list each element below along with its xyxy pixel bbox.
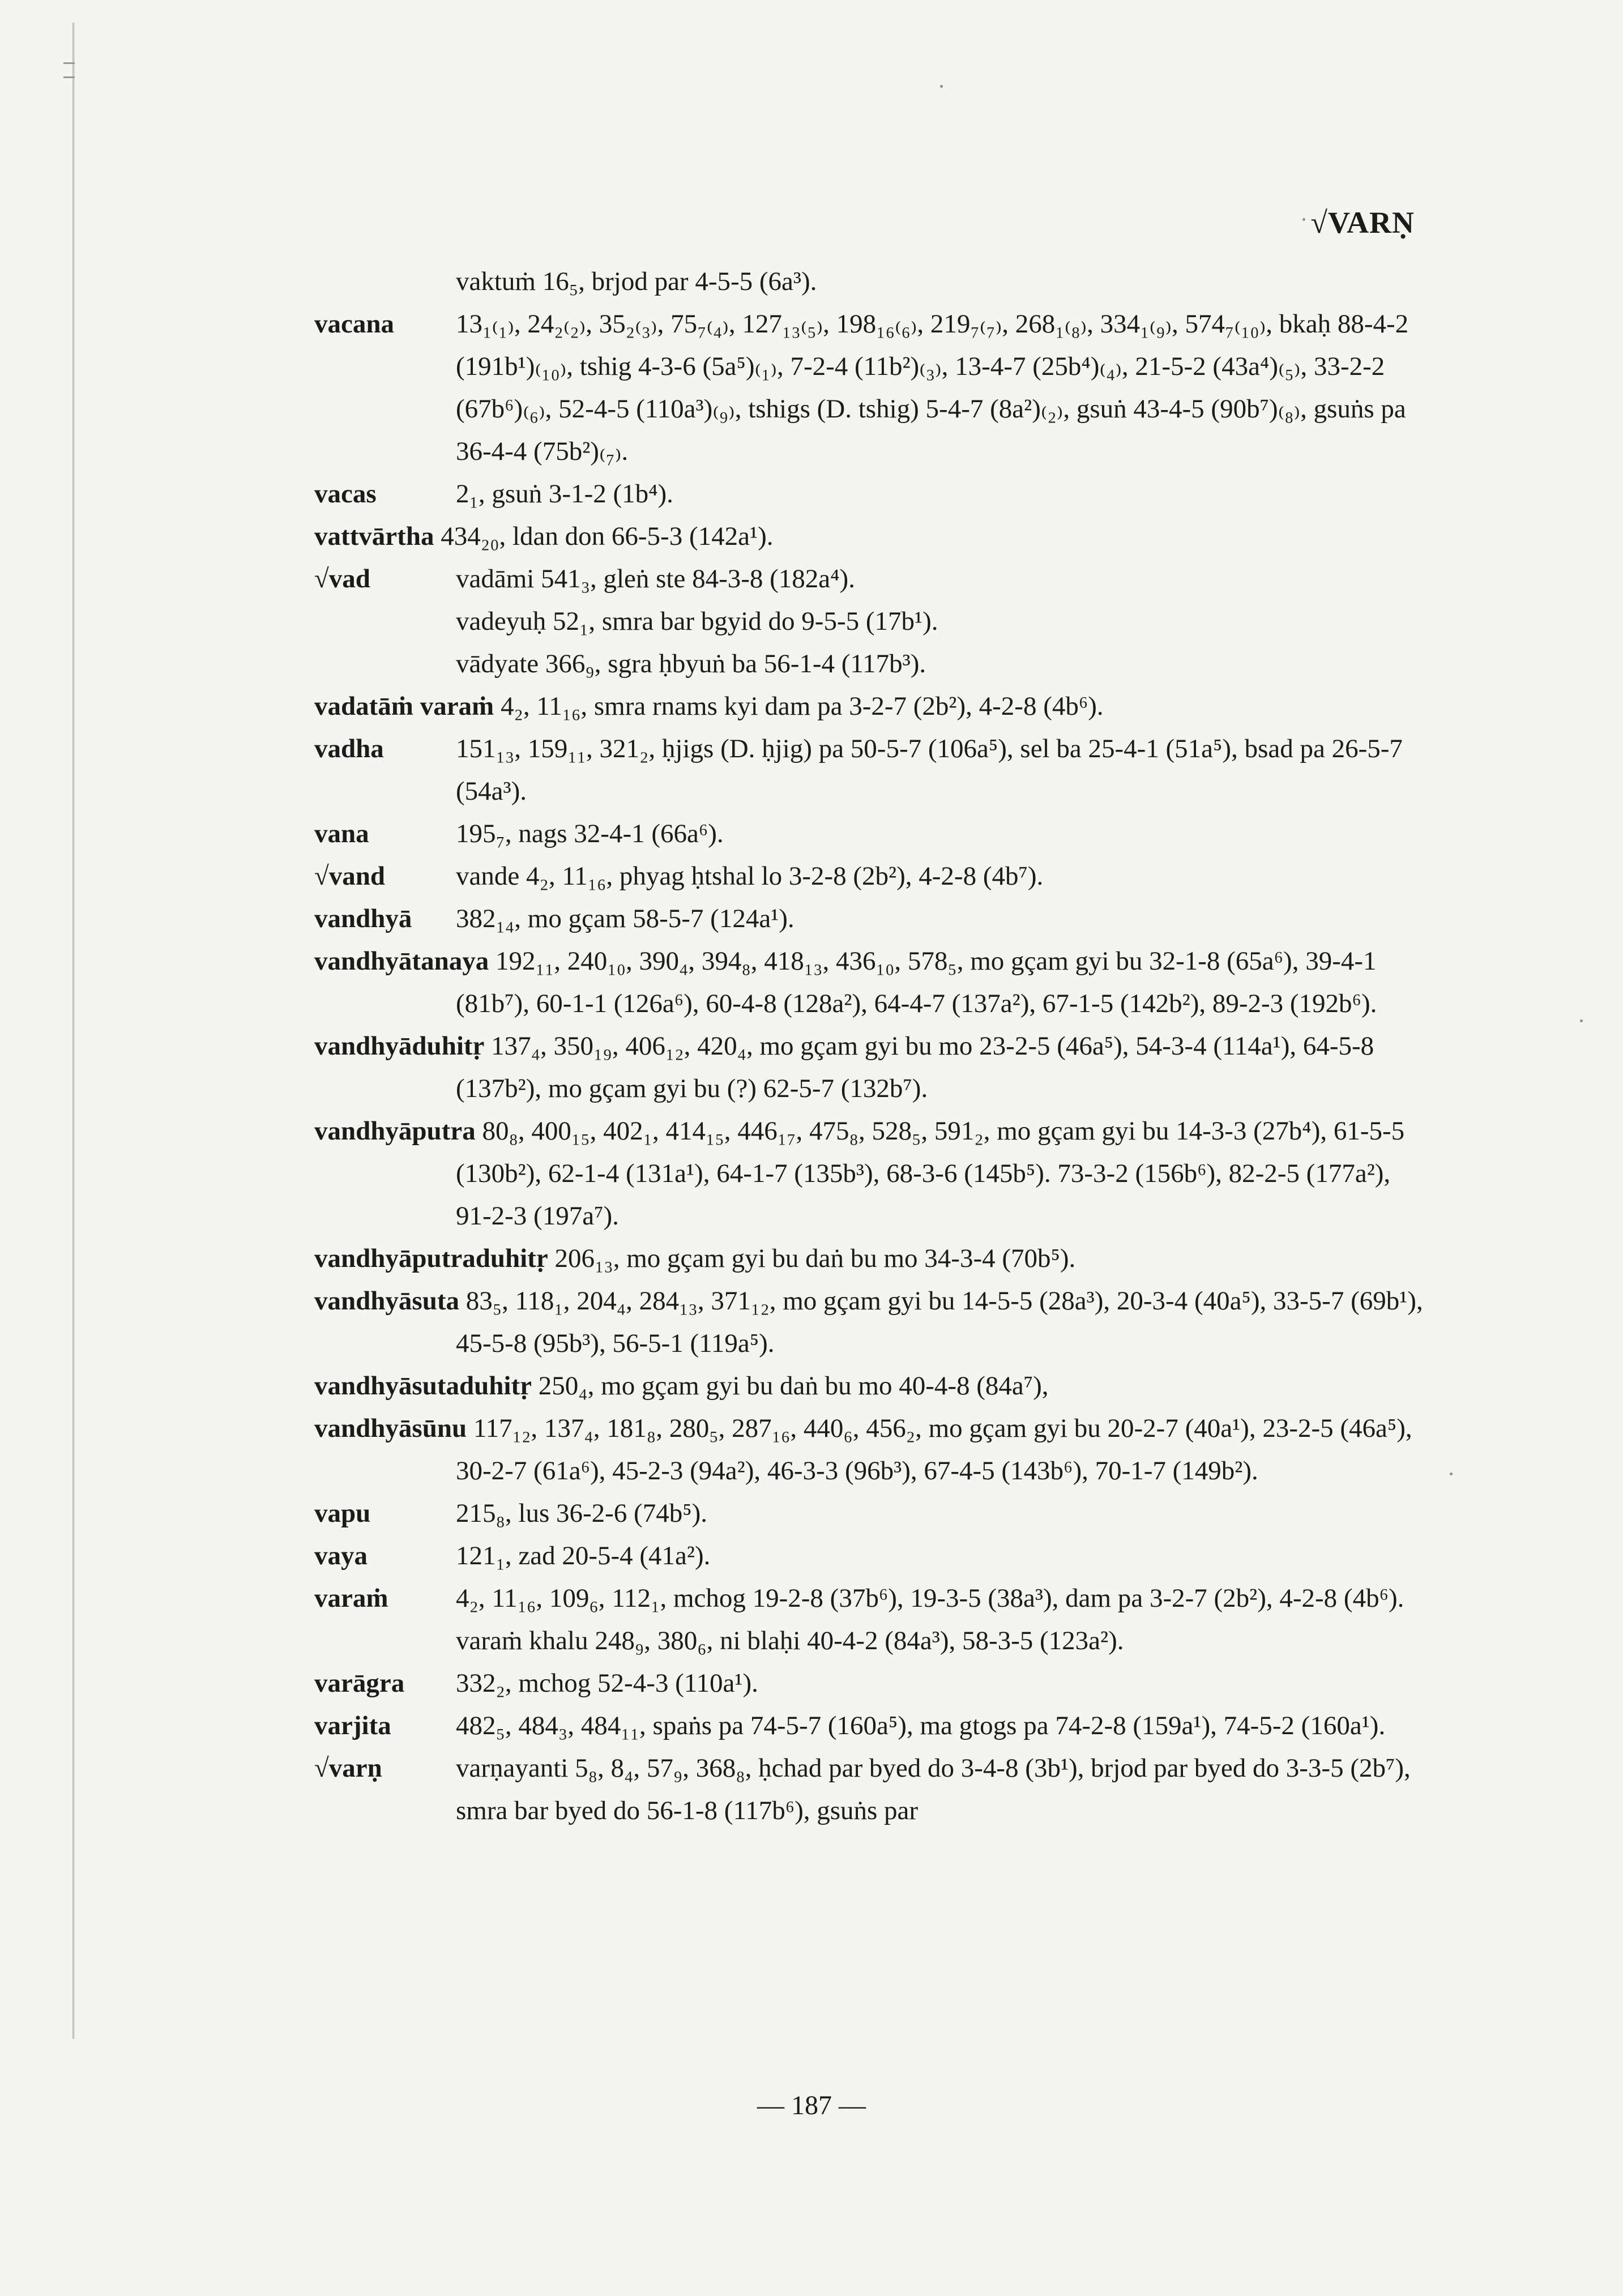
- entry-text: 482₅, 484₃, 484₁₁, spaṅs pa 74-5-7 (160a⁵), ma gtogs pa 74-2-8 (159a¹), 74-5-2 (160a¹).: [456, 1711, 1386, 1740]
- scan-speck: [940, 85, 943, 88]
- dictionary-entry: [314, 813, 1430, 855]
- entry-headword: vandhyāduhitṛ: [314, 1031, 492, 1061]
- entry-headword: vaya: [314, 1541, 368, 1571]
- dictionary-entry: [314, 1747, 1430, 1832]
- entry-text: 195₇, nags 32-4-1 (66a⁶).: [456, 819, 724, 848]
- scan-speck: [1302, 218, 1305, 221]
- entry-text: 137₄, 350₁₉, 406₁₂, 420₄, mo gçam gyi bu mo 23-2-5 (46a⁵), 54-3-4 (114a¹), 64-5-8 (137b²), mo gçam gyi bu (?) 62-5-7 (132b⁷).: [456, 1031, 1374, 1103]
- dictionary-entry: [314, 643, 1430, 685]
- entry-text: 80₈, 400₁₅, 402₁, 414₁₅, 446₁₇, 475₈, 528₅, 591₂, mo gçam gyi bu 14-3-3 (27b⁴), 61-5-5 (130b²), 62-1-4 (131a¹), 64-1-7 (135b³), 68-3-6 (145b⁵). 73-3-2 (156b⁶), 82-2-5 (177a²), 91-2-3 (197a⁷).: [456, 1116, 1405, 1231]
- entry-text: vadāmi 541₃, gleṅ ste 84-3-8 (182a⁴).: [456, 564, 855, 594]
- entry-headword: √varṇ: [314, 1753, 382, 1783]
- running-head: √VARṆ: [1310, 206, 1415, 240]
- entry-text: 434₂₀, ldan don 66-5-3 (142a¹).: [441, 522, 774, 551]
- dictionary-entry: [314, 1110, 1430, 1237]
- entry-headword: varjita: [314, 1711, 391, 1740]
- entry-text: varaṁ khalu 248₉, 380₆, ni blaḥi 40-4-2 (84a³), 58-3-5 (123a²).: [456, 1626, 1124, 1655]
- entry-text: vādyate 366₉, sgra ḥbyuṅ ba 56-1-4 (117b³).: [456, 649, 926, 678]
- entry-text: 250₄, mo gçam gyi bu daṅ bu mo 40-4-8 (84a⁷),: [538, 1371, 1049, 1401]
- dictionary-entry: [314, 1577, 1430, 1620]
- entry-text: 2₁, gsuṅ 3-1-2 (1b⁴).: [456, 479, 673, 509]
- entry-text: varṇayanti 5₈, 8₄, 57₉, 368₈, ḥchad par byed do 3-4-8 (3b¹), brjod par byed do 3-3-5 (2b⁷), smra bar byed do 56-1-8 (117b⁶), gsuṅs par: [456, 1753, 1411, 1825]
- entry-headword: vandhyāputra: [314, 1116, 482, 1146]
- entry-headword: √vad: [314, 564, 370, 594]
- entry-headword: vandhyāsutaduhitṛ: [314, 1371, 539, 1401]
- entry-text: 117₁₂, 137₄, 181₈, 280₅, 287₁₆, 440₆, 456₂, mo gçam gyi bu 20-2-7 (40a¹), 23-2-5 (46a⁵), 30-2-7 (61a⁶), 45-2-3 (94a²), 46-3-3 (96b³), 67-4-5 (143b⁶), 70-1-7 (149b²).: [456, 1414, 1412, 1486]
- entry-text: 206₁₃, mo gçam gyi bu daṅ bu mo 34-3-4 (70b⁵).: [554, 1244, 1076, 1273]
- entry-headword: vandhyāsuta: [314, 1286, 466, 1316]
- entry-text: vande 4₂, 11₁₆, phyag ḥtshal lo 3-2-8 (2b²), 4-2-8 (4b⁷).: [456, 861, 1044, 891]
- dictionary-entry: [314, 1705, 1430, 1747]
- dictionary-entry: [314, 898, 1430, 940]
- dictionary-entry: [314, 1535, 1430, 1577]
- entry-text: vaktuṁ 16₅, brjod par 4-5-5 (6a³).: [456, 267, 817, 296]
- entry-headword: varaṁ: [314, 1584, 388, 1613]
- dictionary-entry: [314, 685, 1430, 728]
- edge-mark: [63, 76, 75, 78]
- entry-text: 332₂, mchog 52-4-3 (110a¹).: [456, 1668, 758, 1698]
- edge-mark: [63, 62, 75, 64]
- dictionary-entry: [314, 855, 1430, 898]
- entry-headword: vandhyāsūnu: [314, 1414, 473, 1443]
- entry-text: 4₂, 11₁₆, 109₆, 112₁, mchog 19-2-8 (37b⁶), 19-3-5 (38a³), dam pa 3-2-7 (2b²), 4-2-8 (4b⁶).: [456, 1584, 1404, 1613]
- entry-headword: vadatāṁ varaṁ: [314, 692, 501, 721]
- entry-text: vadeyuḥ 52₁, smra bar bgyid do 9-5-5 (17b¹).: [456, 607, 938, 636]
- dictionary-entry: [314, 515, 1430, 558]
- entry-headword: vattvārtha: [314, 522, 441, 551]
- dictionary-entry: [314, 940, 1430, 1025]
- entry-headword: vandhyā: [314, 904, 412, 933]
- entry-headword: vacana: [314, 309, 394, 339]
- entry-headword: vana: [314, 819, 369, 848]
- dictionary-entry: [314, 1492, 1430, 1535]
- entry-headword: √vand: [314, 861, 386, 891]
- dictionary-entry: [314, 473, 1430, 515]
- dictionary-entry: [314, 728, 1430, 813]
- entry-text: 83₅, 118₁, 204₄, 284₁₃, 371₁₂, mo gçam gyi bu 14-5-5 (28a³), 20-3-4 (40a⁵), 33-5-7 (69b¹), 45-5-8 (95b³), 56-5-1 (119a⁵).: [456, 1286, 1423, 1358]
- dictionary-entry: [314, 1662, 1430, 1705]
- entry-headword: vacas: [314, 479, 377, 509]
- entry-headword: vapu: [314, 1499, 371, 1528]
- dictionary-entry: [314, 1365, 1430, 1407]
- entry-text: 215₈, lus 36-2-6 (74b⁵).: [456, 1499, 707, 1528]
- entry-text: 151₁₃, 159₁₁, 321₂, ḥjigs (D. ḥjig) pa 50-5-7 (106a⁵), sel ba 25-4-1 (51a⁵), bsad pa 26-5-7 (54a³).: [456, 734, 1403, 806]
- dictionary-entries: [314, 261, 1430, 1832]
- dictionary-entry: [314, 1620, 1430, 1662]
- dictionary-entry: [314, 558, 1430, 600]
- entry-headword: vandhyāputraduhitṛ: [314, 1244, 555, 1273]
- scan-speck: [1450, 1473, 1453, 1475]
- entry-headword: vadha: [314, 734, 384, 763]
- dictionary-entry: [314, 1407, 1430, 1492]
- page-number: — 187 —: [757, 2090, 866, 2120]
- entry-text: 121₁, zad 20-5-4 (41a²).: [456, 1541, 711, 1571]
- dictionary-entry: [314, 261, 1430, 303]
- dictionary-entry: [314, 600, 1430, 643]
- entry-headword: varāgra: [314, 1668, 405, 1698]
- entry-text: 382₁₄, mo gçam 58-5-7 (124a¹).: [456, 904, 795, 933]
- entry-text: 13₁₍₁₎, 24₂₍₂₎, 35₂₍₃₎, 75₇₍₄₎, 127₁₃₍₅₎, 198₁₆₍₆₎, 219₇₍₇₎, 268₁₍₈₎, 334₁₍₉₎, 574₇₍₁₀₎, bkaḥ 88-4-2 (191b¹)₍₁₀₎, tshig 4-3-6 (5a⁵)₍₁₎, 7-2-4 (11b²)₍₃₎, 13-4-7 (25b⁴)₍₄₎, 21-5-2 (43a⁴)₍₅₎, 33-2-2 (67b⁶)₍₆₎, 52-4-5 (110a³)₍₉₎, tshigs (D. tshig) 5-4-7 (8a²)₍₂₎, gsuṅ 43-4-5 (90b⁷)₍₈₎, gsuṅs pa 36-4-4 (75b²)₍₇₎.: [456, 309, 1409, 466]
- page-edge-line: [72, 23, 75, 2039]
- dictionary-entry: [314, 1280, 1430, 1365]
- scan-speck: [1580, 1019, 1583, 1022]
- entry-text: 4₂, 11₁₆, smra rnams kyi dam pa 3-2-7 (2b²), 4-2-8 (4b⁶).: [500, 692, 1104, 721]
- dictionary-entry: [314, 1237, 1430, 1280]
- dictionary-entry: [314, 1025, 1430, 1110]
- dictionary-entry: [314, 303, 1430, 473]
- entry-headword: vandhyātanaya: [314, 946, 496, 976]
- entry-text: 192₁₁, 240₁₀, 390₄, 394₈, 418₁₃, 436₁₀, 578₅, mo gçam gyi bu 32-1-8 (65a⁶), 39-4-1 (81b⁷), 60-1-1 (126a⁶), 60-4-8 (128a²), 64-4-7 (137a²), 67-1-5 (142b²), 89-2-3 (192b⁶).: [456, 946, 1377, 1018]
